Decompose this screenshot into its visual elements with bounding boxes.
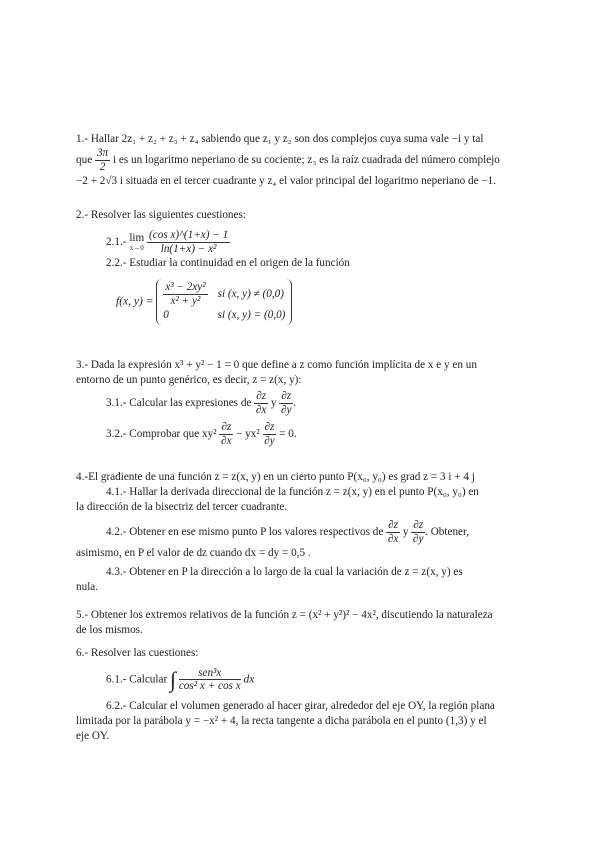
question-4-3a: 4.3.- Obtener en P la dirección a lo largo de la cual la variación de z = z(x, y) es xyxy=(106,566,463,579)
piecewise-brace xyxy=(156,279,292,325)
problem-4-line-1: 4.-El gradiente de una función z = z(x, y) en un cierto punto P(x₀, y₀) es grad z = 3 i + 4 j xyxy=(76,471,475,483)
integrand-fraction: $\frac{\text{sen³x}}{\text{cos² x + cos x}}$ xyxy=(178,666,241,693)
problem-5-line-1: 5.- Obtener los extremos relativos de la función z = (x² + y²)² − 4x², discutiendo la naturaleza xyxy=(76,609,493,621)
limit-operator: lim x→0 xyxy=(129,232,145,252)
question-4-2: 4.2.- Obtener en ese mismo punto P los valores respectivos de $\frac{\partial z}{\partial x}$ y $\frac{\partial z}{\partial y}$ . Obtener, xyxy=(106,519,470,546)
question-4-2b: asimismo, en P el valor de dz cuando dx = dy = 0,5 . xyxy=(76,547,311,560)
problem-6-title: 6.- Resolver las cuestiones: xyxy=(76,647,199,659)
problem-1-line-1: 1.- Hallar 2z₁ + z₂ + z₃ + z₄ sabiendo que z₁ y z₂ son dos complejos cuya suma vale −i y tal xyxy=(76,133,484,145)
problem-4 xyxy=(76,470,522,595)
problem-1 xyxy=(76,132,522,189)
question-4-1a: 4.1.- Hallar la derivada direccional de la función z = z(x, y) en el punto P(x₀, y₀) en xyxy=(106,486,479,499)
question-3-2: 3.2.- Comprobar que xy² $\frac{\partial z}{\partial x}$ − yx² $\frac{\partial z}{\partial y}$ = 0. xyxy=(106,420,297,447)
question-4-1b: la dirección de la bisectriz del tercer cuadrante. xyxy=(76,501,288,514)
problem-3 xyxy=(76,358,522,448)
question-3-1: 3.1.- Calcular las expresiones de $\frac{\partial z}{\partial x}$ y $\frac{\partial z}{\partial y}$ . xyxy=(106,390,296,417)
piecewise-case-1-fraction: $\frac{\text{x³ − 2xy²}}{\text{x² + y²}}$ xyxy=(165,280,206,307)
integral-sign: ∫ xyxy=(170,667,177,693)
problem-2-title: 2.- Resolver las siguientes cuestiones: xyxy=(76,209,246,221)
fraction-3pi-over-2: $\frac{3\pi}{2}$ xyxy=(96,147,109,173)
question-6-2c: eje OY. xyxy=(76,730,110,743)
question-2-2: 2.2.- Estudiar la continuidad en el origen de la función xyxy=(106,256,350,269)
piecewise-case-1-condition: si (x, y) ≠ (0,0) xyxy=(217,287,284,300)
limit-fraction: $\frac{\text{(cos x)\textasciicircum{}(1+x) − 1}}{\text{ln(1+x) − x²}}$ xyxy=(149,229,229,255)
piecewise-case-2-condition: si (x, y) = (0,0) xyxy=(217,308,286,321)
question-6-2a: 6.2.- Calcular el volumen generado al hacer girar, alrededor del eje OY, la región plana xyxy=(106,699,495,712)
problem-6 xyxy=(76,646,522,744)
piecewise-case-2-value: 0 xyxy=(163,308,169,321)
problem-5-line-2: de los mismos. xyxy=(76,624,143,637)
problem-1-line-3: −2 + 2√3 i situada en el tercer cuadrante y z₄ el valor principal del logaritmo neperiano de −1. xyxy=(76,174,497,187)
problem-1-line-2: que $\frac{3\pi}{2}$ i es un logaritmo neperiano de su cociente; z₃ es la raíz cuadrada del número complejo xyxy=(76,147,500,173)
question-4-3b: nula. xyxy=(76,581,99,594)
question-6-1: 6.1.- Calcular ∫ $\frac{\text{sen³x}}{\text{cos² x + cos x}}$ dx xyxy=(106,666,255,693)
question-6-2b: limitada por la parábola y = −x² + 4, la recta tangente a dicha parábola en el punto (1,3) y el xyxy=(76,714,487,727)
problem-3-line-2: entorno de un punto genérico, es decir, z = z(x, y): xyxy=(76,374,302,387)
problem-5 xyxy=(76,608,522,638)
problem-2 xyxy=(76,208,522,325)
question-2-1: 2.1.- lim x→0 $\frac{\text{(cos x)\textasciicircum{}(1+x) − 1}}{\text{ln(1+x) − x²}}$ xyxy=(106,229,229,255)
piecewise-function: f(x, y) = $\frac{\text{x³ − 2xy²}}{\text{x² + y²}}$ si (x, y) ≠ (0,0) 0 si (x, y) = (0,0) xyxy=(76,279,522,325)
problem-3-line-1: 3.- Dada la expresión x³ + y² − 1 = 0 que define a z como función implícita de x e y en un xyxy=(76,359,477,371)
